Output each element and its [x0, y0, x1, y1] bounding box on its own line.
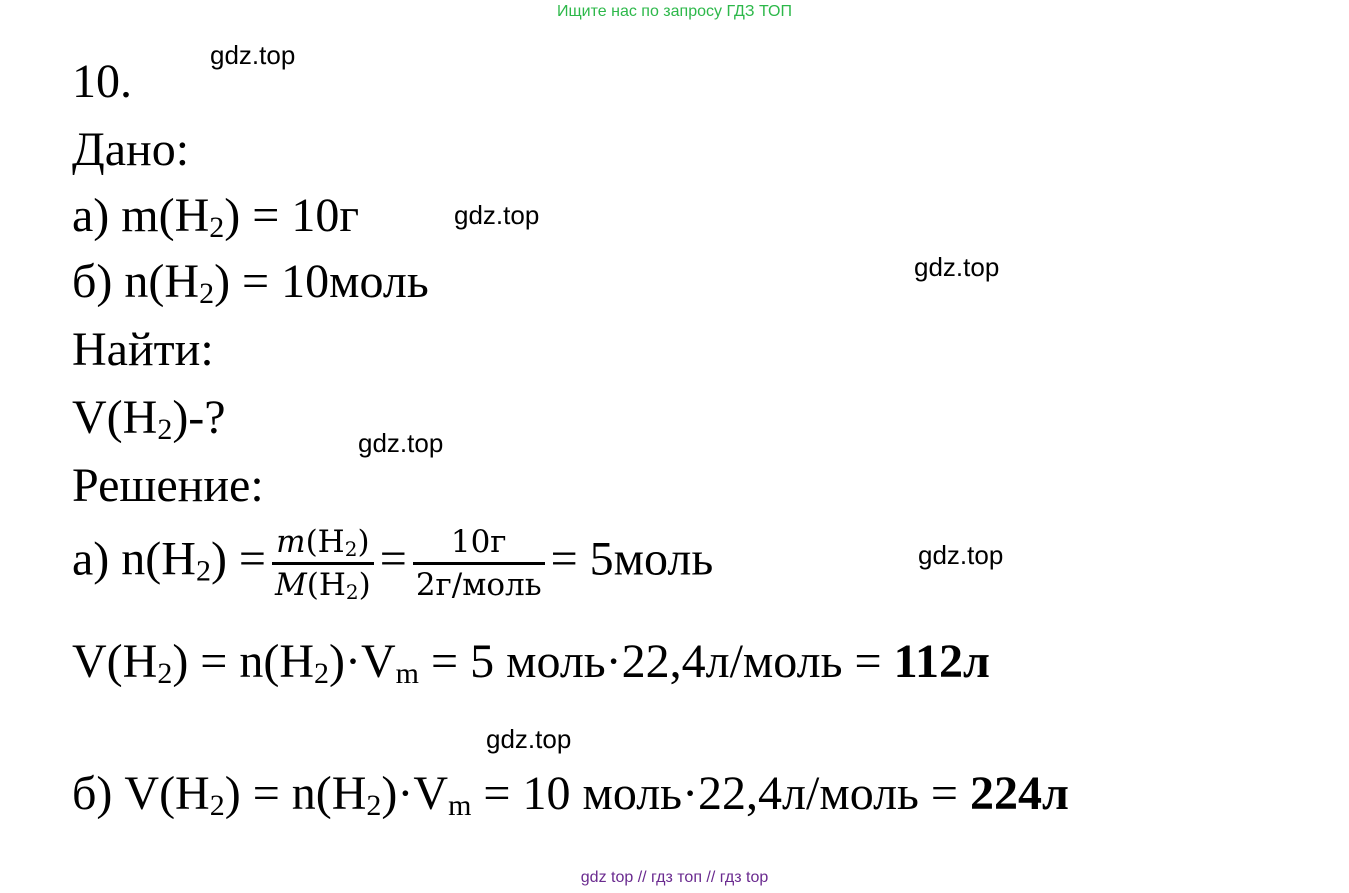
footer-links: gdz top // гдз топ // гдз top — [580, 869, 769, 886]
find-sub: 2 — [157, 413, 173, 446]
watermark: gdz.top — [454, 200, 540, 230]
watermark: gdz.top — [914, 252, 1000, 282]
watermark: gdz.top — [358, 428, 444, 458]
given-a-suffix: ) = 10г — [224, 189, 360, 242]
given-a — [72, 188, 359, 244]
sol-a-prefix: а) n(H — [72, 532, 196, 586]
problem-number: 10. — [72, 55, 132, 108]
solution-a-volume: $V(H_2) = n(H_2)\cdot V_m = 5$ моль·22,4л/моль = 112л — [72, 635, 990, 690]
given-a-prefix: а) m(H — [72, 189, 210, 242]
given-b-sub: 2 — [199, 277, 215, 310]
given-b-prefix: б) n(H — [72, 255, 200, 308]
fraction-denominator: $M(H_2)$ — [275, 567, 371, 604]
sol-a-mid: ) = — [210, 532, 266, 586]
promo-banner: Ищите нас по запросу ГДЗ ТОП — [557, 3, 792, 20]
solution-label: Решение: — [72, 459, 264, 512]
find-suffix: )-? — [172, 391, 226, 444]
equals-sign: = — [379, 532, 407, 586]
fraction-numerator: 10г — [413, 522, 545, 565]
given-label: Дано: — [72, 123, 190, 176]
fraction-denominator: 2г/моль — [415, 567, 542, 603]
fraction-numerator: $m(H_2)$ — [272, 522, 374, 565]
solution-a-moles — [72, 522, 713, 605]
find-expression — [72, 390, 226, 446]
given-a-sub: 2 — [209, 211, 225, 244]
watermark: gdz.top — [918, 540, 1004, 570]
find-prefix: V(H — [72, 391, 158, 444]
watermark: gdz.top — [210, 40, 296, 70]
find-label: Найти: — [72, 323, 214, 376]
given-b-suffix: ) = 10моль — [214, 255, 429, 308]
fraction-mass-over-molar — [272, 522, 374, 605]
given-b — [72, 254, 429, 310]
answer-a: 112л — [893, 635, 990, 688]
sol-a-sub: 2 — [195, 554, 211, 588]
sol-a-result: = 5моль — [550, 532, 714, 586]
fraction-numeric — [413, 522, 545, 605]
solution-b-volume: б) $V(H_2) = n(H_2)\cdot V_m = 10$ моль·22,4л/моль = 224л — [72, 767, 1069, 822]
answer-b: 224л — [970, 767, 1069, 820]
watermark: gdz.top — [486, 724, 572, 754]
